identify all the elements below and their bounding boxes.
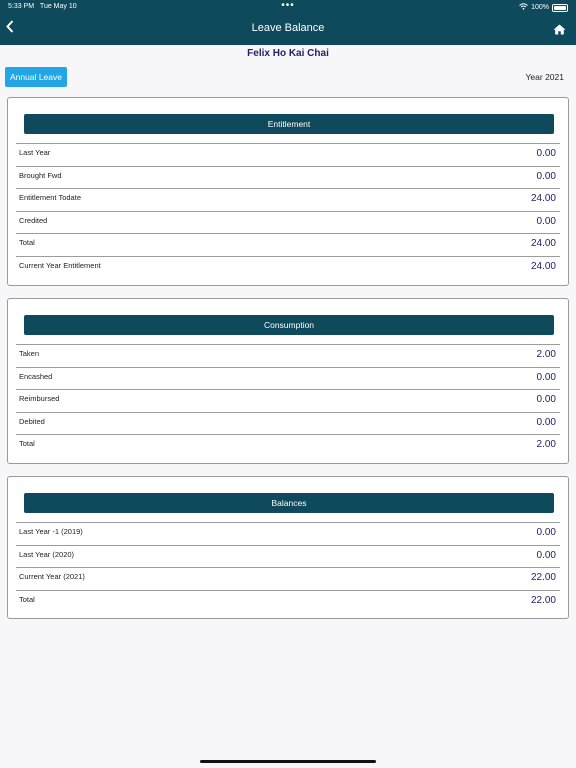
entitlement-rows [16,143,560,278]
row-label: Current Year (2021) [19,572,85,581]
row-value: 0.00 [536,148,556,159]
row-value: 0.00 [536,549,556,561]
row-value: 0.00 [536,371,556,383]
table-row [16,412,560,435]
status-bar [8,0,568,15]
status-time [8,3,77,10]
home-icon[interactable] [553,22,566,33]
row-label: Brought Fwd [19,170,62,180]
table-row [16,344,560,367]
battery-percent: 100% [531,4,549,11]
table-row [16,233,560,256]
leave-type-button[interactable]: Annual Leave [5,67,67,87]
table-row [16,211,560,234]
consumption-section [7,298,569,464]
table-row [16,434,560,457]
table-row [16,567,560,590]
table-row [16,389,560,412]
table-row [16,522,560,545]
home-indicator[interactable] [200,760,376,763]
table-row [16,143,560,166]
status-right [519,3,568,12]
row-label: Total [19,594,35,604]
row-label: Total [19,439,35,448]
table-row [16,188,560,211]
multitask-dots-icon[interactable]: ••• [281,0,295,11]
row-label: Total [19,238,35,247]
year-label: Year 2021 [525,72,564,82]
row-label: Debited [19,416,45,426]
top-bar [0,0,576,45]
table-row [16,256,560,279]
row-value: 0.00 [536,170,556,182]
row-label: Credited [19,215,48,225]
row-label: Taken [19,349,40,358]
row-value: 24.00 [530,260,556,272]
consumption-rows [16,344,560,457]
row-value: 0.00 [536,394,556,405]
row-value: 2.00 [536,439,556,450]
balances-header: Balances [24,493,554,513]
table-row [16,590,560,613]
row-label: Last Year (2020) [19,549,75,559]
table-row [16,367,560,390]
row-label: Reimbursed [19,394,60,403]
entitlement-header: Entitlement [24,114,554,134]
wifi-icon [519,3,528,12]
row-value: 2.00 [536,349,556,360]
employee-name: Felix Ho Kai Chai [247,48,329,59]
row-value: 24.00 [530,193,556,204]
table-row [16,166,560,189]
row-value: 22.00 [530,572,556,583]
row-label: Encashed [19,371,53,381]
row-value: 0.00 [536,215,556,227]
balances-rows [16,522,560,612]
table-row [16,545,560,568]
row-value: 0.00 [536,527,556,538]
row-value: 22.00 [530,594,556,606]
battery-icon [552,4,568,12]
entitlement-section [7,97,569,286]
status-time-text: 5:33 PM [8,3,35,10]
row-label: Entitlement Todate [19,193,81,202]
balances-section [7,476,569,619]
row-value: 0.00 [536,416,556,428]
row-label: Last Year -1 (2019) [19,527,83,536]
status-date: Tue May 10 [39,3,77,10]
row-label: Current Year Entitlement [19,260,101,270]
row-value: 24.00 [530,238,556,249]
row-label: Last Year [19,148,51,157]
page-title: Leave Balance [251,22,325,34]
consumption-header: Consumption [24,315,554,335]
